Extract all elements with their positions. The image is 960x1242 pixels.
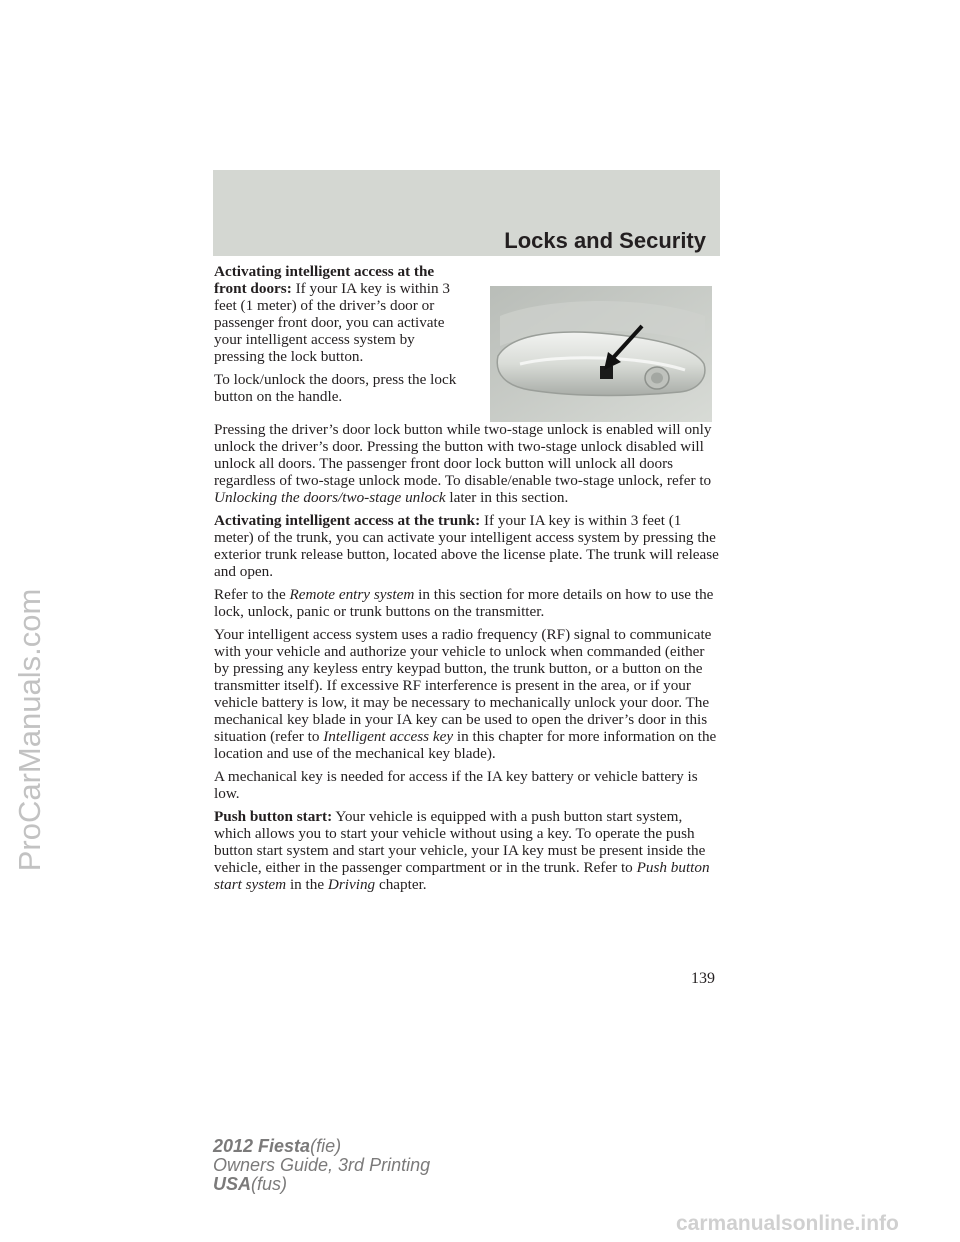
document-footer [213, 1137, 430, 1194]
page-number: 139 [691, 970, 715, 987]
footer-watermark: carmanualsonline.info [676, 1212, 899, 1235]
ia-key-reference: Intelligent access key [323, 728, 454, 745]
rf-signal-text: Your intelligent access system uses a radio frequency (RF) signal to communicate with your vehicle and authorize your vehicle to unlock when commanded (either by pressing any keyless entry keypad button, the trunk button, or a button on the transmitter itself). If excessive RF interference is present in the area, or if your vehicle battery is low, it may be necessary to mechanically unlock your door. The mechanical key blade in your IA key can be used to open the driver’s door in this situation (refer to [214, 626, 712, 745]
footer-line-1 [213, 1137, 430, 1156]
paragraph-trunk [214, 512, 721, 580]
two-stage-reference: Unlocking the doors/two-stage unlock [214, 489, 446, 506]
push-button-mid: in the [289, 876, 325, 893]
paragraph-push-button [214, 808, 721, 893]
paragraph-front-doors [214, 263, 466, 365]
section-title: Locks and Security [504, 228, 706, 253]
paragraph-remote-entry [214, 586, 721, 620]
footer-line-2: Owners Guide, 3rd Printing [213, 1155, 431, 1175]
paragraph-two-stage [214, 421, 721, 506]
lock-unlock-text: To lock/unlock the doors, press the lock button on the handle. [214, 371, 457, 405]
footer-model-code: (fie) [310, 1136, 342, 1156]
body-text [214, 263, 721, 899]
remote-entry-text: Refer to the [214, 586, 286, 603]
mechanical-key-text: A mechanical key is needed for access if the IA key battery or vehicle battery is low. [214, 768, 698, 802]
watermark-text: ProCarManuals.com [12, 588, 47, 872]
footer-line-3 [213, 1175, 430, 1194]
paragraph-lock-unlock [214, 371, 466, 405]
two-stage-tail: later in this section. [449, 489, 569, 506]
driving-chapter-reference: Driving [327, 876, 376, 893]
push-button-tail: chapter. [378, 876, 427, 893]
rf-signal-tail: in this chapter for more information on the location and use of the mechanical key blade). [214, 728, 717, 762]
remote-entry-reference: Remote entry system [289, 586, 415, 603]
two-stage-text: Pressing the driver’s door lock button while two-stage unlock is enabled will only unlock the driver’s door. Pressing the button with two-stage unlock disabled will unlock all doors. The passenger front door lock button will unlock all doors regardless of two-stage unlock mode. To disable/enable two-stage unlock, refer to [214, 421, 712, 489]
footer-market-code: (fus) [251, 1174, 288, 1194]
push-button-reference: Push button start system [214, 859, 710, 893]
footer-market: USA [213, 1174, 252, 1194]
push-button-text: Your vehicle is equipped with a push button start system, which allows you to start your vehicle without using a key. To operate the push button start system and start your vehicle, your IA key must be present inside the vehicle, either in the passenger compartment or in the trunk. Refer to [214, 808, 706, 876]
paragraph-rf-signal [214, 626, 721, 762]
front-doors-heading: Activating intelligent access at the front doors: [214, 263, 435, 297]
remote-entry-tail: in this section for more details on how to use the lock, unlock, panic or trunk buttons on the transmitter. [214, 586, 714, 620]
trunk-heading: Activating intelligent access at the trunk: [214, 512, 481, 529]
push-button-heading: Push button start: [214, 808, 333, 825]
footer-model: 2012 Fiesta [213, 1136, 311, 1156]
side-watermark [0, 0, 60, 1242]
trunk-text: If your IA key is within 3 feet (1 meter) of the trunk, you can activate your intelligent access system by pressing the exterior trunk release button, located above the license plate. The trunk will release and open. [214, 512, 719, 580]
section-header-band [213, 170, 720, 256]
front-doors-text: If your IA key is within 3 feet (1 meter) of the driver’s door or passenger front door, you can activate your intelligent access system by pressing the lock button. [214, 280, 450, 365]
paragraph-mechanical-key [214, 768, 721, 802]
